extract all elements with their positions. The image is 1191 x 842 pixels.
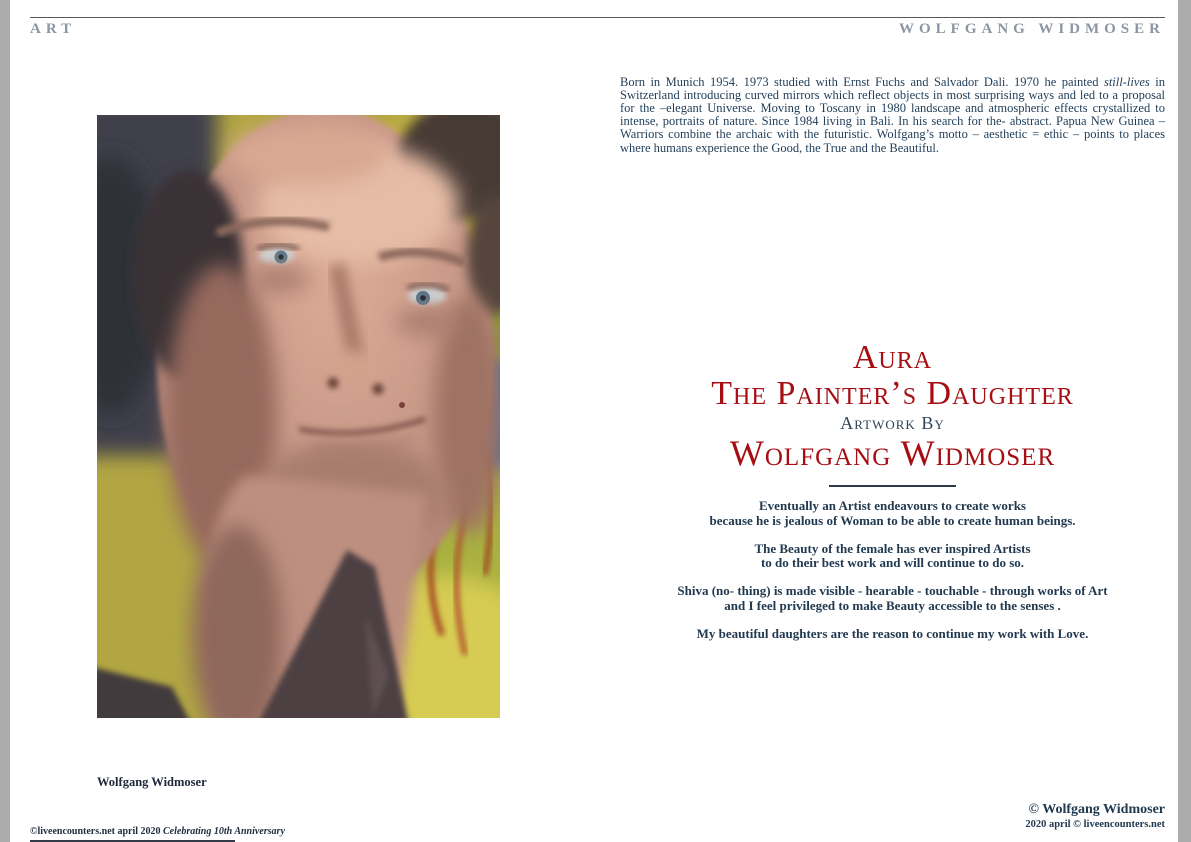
section-label: ART — [30, 21, 77, 37]
quote-line: Shiva (no- thing) is made visible - hearable - touchable - through works of Art — [677, 583, 1108, 598]
quote-line: The Beauty of the female has ever inspired Artists — [754, 540, 1031, 556]
bio-text-1: Born in Munich 1954. 1973 studied with Ernst Fuchs and Salvador Dali. 1970 he painted — [620, 74, 1104, 89]
portrait-photo — [97, 115, 500, 718]
footer-left-text: ©liveencounters.net april 2020 — [30, 826, 164, 837]
artist-biography — [620, 76, 1165, 155]
artist-statement — [620, 499, 1165, 655]
header-rule — [30, 17, 1165, 18]
bio-text-2: in Switzerland introducing curved mirrors which reflect objects in most surprising ways and led to a proposal for the –elegant Universe. Moving to Toscany in 1980 landscape and atmospheric effects crystallized to intense, portraits of nature. Since 1984 living in Bali. In his search for the- abstract. Papua New Guinea – Warriors combine the archaic with the futuristic. Wolfgang’s motto – aesthetic = ethic – points to places where humans experience the Good, the True and the Beautiful. — [620, 74, 1165, 155]
quote-line: because he is jealous of Woman to be able to create human beings. — [709, 512, 1076, 528]
copyright-artist: © Wolfgang Widmoser — [1028, 802, 1165, 817]
publication-credit — [30, 826, 285, 837]
copyright-block — [1025, 802, 1165, 831]
photo-caption: Wolfgang Widmoser — [97, 775, 207, 789]
article-title-block — [620, 341, 1165, 487]
stanza — [620, 499, 1165, 528]
title-byline: Artwork By — [840, 413, 945, 433]
copyright-publication: 2020 april © liveencounters.net — [1025, 819, 1165, 830]
quote-line: and I feel privileged to make Beauty accessible to the senses . — [724, 597, 1061, 613]
stanza — [620, 584, 1165, 613]
quote-line: to do their best work and will continue to do so. — [760, 555, 1025, 570]
title-artist-name: Wolfgang Widmoser — [729, 433, 1056, 473]
bio-text-italic: still-lives — [1103, 74, 1150, 89]
quote-line: My beautiful daughters are the reason to continue my work with Love. — [696, 625, 1089, 641]
header-artist-name: WOLFGANG WIDMOSER — [899, 21, 1165, 37]
title-line-1: Aura — [852, 339, 933, 376]
stanza — [620, 627, 1165, 642]
quote-line: Eventually an Artist endeavours to create works — [759, 498, 1026, 513]
title-line-2: The Painter’s Daughter — [711, 375, 1074, 412]
stanza — [620, 542, 1165, 571]
magazine-page — [10, 0, 1178, 842]
footer-left-anniversary: Celebrating 10th Anniversary — [163, 826, 285, 837]
title-divider — [829, 485, 956, 487]
